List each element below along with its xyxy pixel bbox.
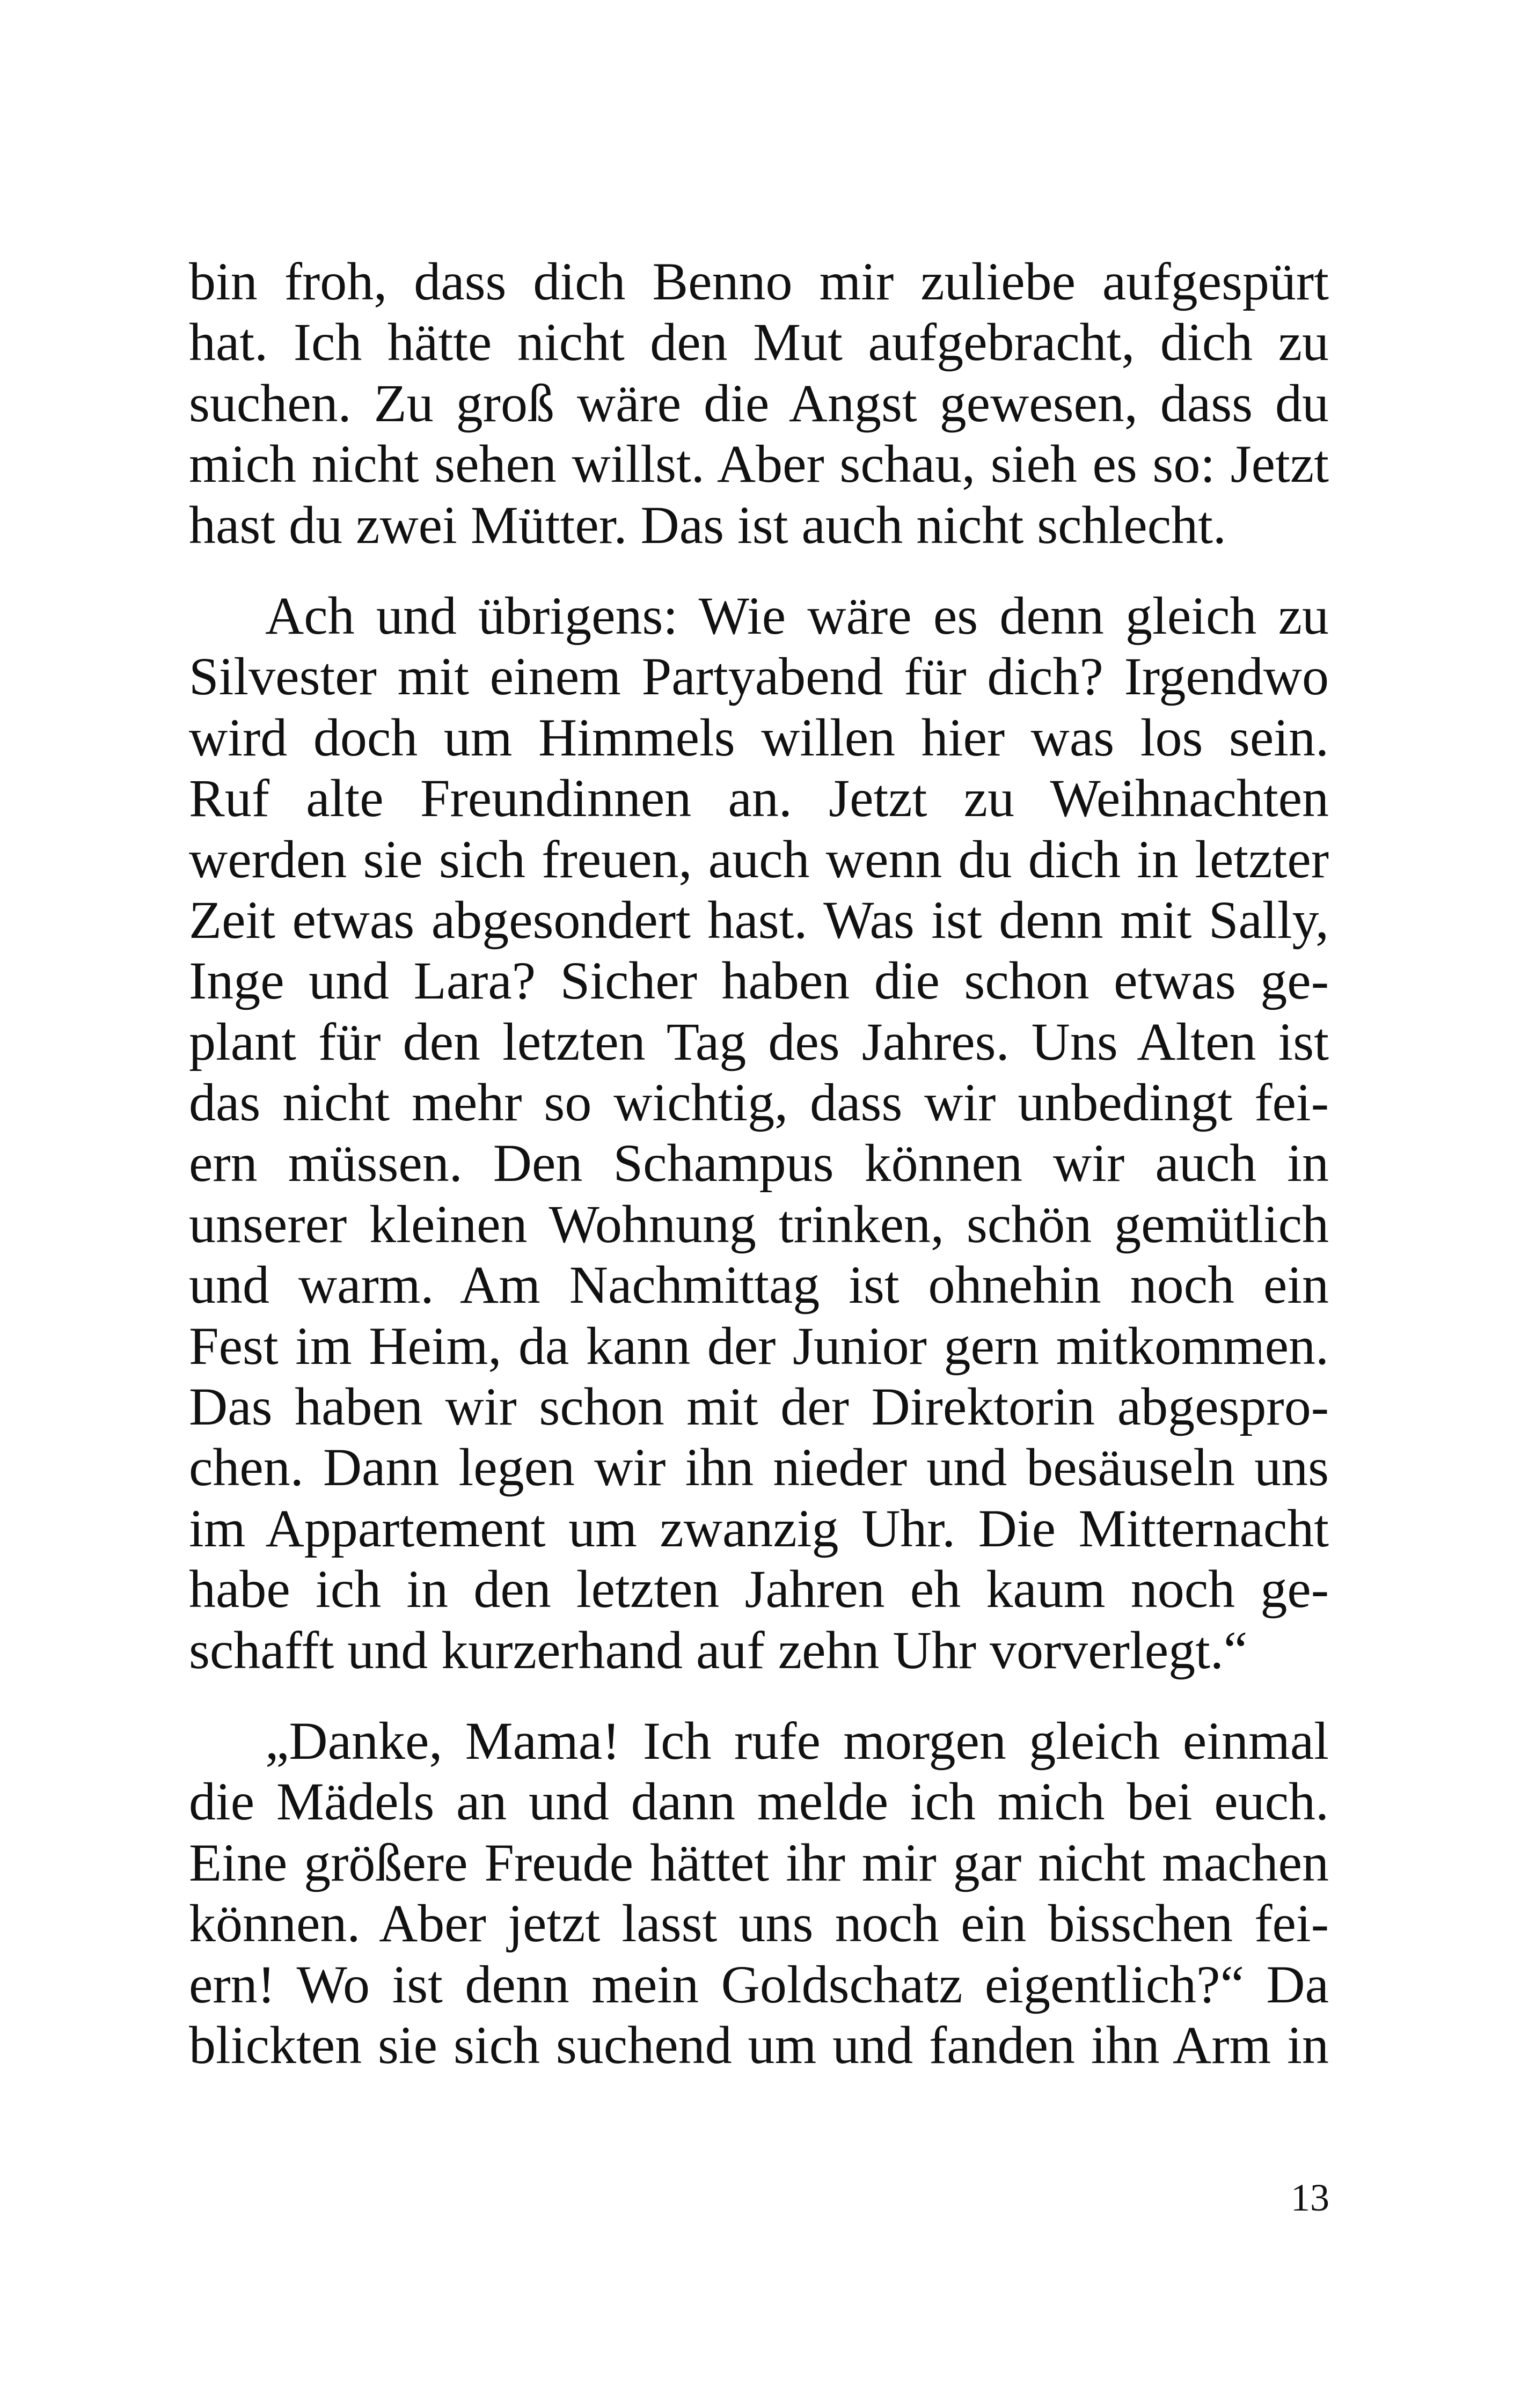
- text-line: habe ich in den letzten Jahren eh kaum noch ge-: [189, 1559, 1329, 1619]
- text-line: schafft und kurzerhand auf zehn Uhr vorverlegt.“: [189, 1620, 1248, 1680]
- paragraph-2: [189, 585, 1329, 1680]
- text-line: blickten sie sich suchend um und fanden ihn Arm in: [189, 2015, 1329, 2075]
- text-line: im Appartement um zwanzig Uhr. Die Mitternacht: [189, 1498, 1329, 1558]
- text-line: chen. Dann legen wir ihn nieder und besäuseln uns: [189, 1437, 1329, 1497]
- text-line: Ruf alte Freundinnen an. Jetzt zu Weihnachten: [189, 768, 1329, 828]
- text-line: und warm. Am Nachmittag ist ohnehin noch ein: [189, 1255, 1329, 1315]
- text-line: Zeit etwas abgesondert hast. Was ist denn mit Sally,: [189, 890, 1329, 950]
- text-line: hat. Ich hätte nicht den Mut aufgebracht, dich zu: [189, 312, 1329, 372]
- text-line: werden sie sich freuen, auch wenn du dich in letzter: [189, 829, 1329, 889]
- text-line: mich nicht sehen willst. Aber schau, sieh es so: Jetzt: [189, 434, 1329, 494]
- paragraph-1: [189, 251, 1329, 555]
- text-line: Inge und Lara? Sicher haben die schon etwas ge-: [189, 951, 1329, 1011]
- text-line: wird doch um Himmels willen hier was los sein.: [189, 707, 1329, 767]
- text-line: können. Aber jetzt lasst uns noch ein bisschen fei-: [189, 1893, 1329, 1954]
- text-line: die Mädels an und dann melde ich mich bei euch.: [189, 1772, 1329, 1832]
- text-line: Fest im Heim, da kann der Junior gern mitkommen.: [189, 1316, 1329, 1376]
- text-line: unserer kleinen Wohnung trinken, schön gemütlich: [189, 1194, 1329, 1254]
- page-body-text: [189, 251, 1329, 2105]
- text-line: „Danke, Mama! Ich rufe morgen gleich einmal: [265, 1710, 1329, 1771]
- text-line: Silvester mit einem Partyabend für dich? Irgendwo: [189, 647, 1329, 707]
- text-line: plant für den letzten Tag des Jahres. Uns Alten ist: [189, 1011, 1329, 1071]
- text-line: ern müssen. Den Schampus können wir auch in: [189, 1133, 1329, 1193]
- text-line: suchen. Zu groß wäre die Angst gewesen, dass du: [189, 373, 1329, 433]
- text-line: Das haben wir schon mit der Direktorin abgespro-: [189, 1377, 1329, 1437]
- text-line: Eine größere Freude hättet ihr mir gar nicht machen: [189, 1832, 1329, 1892]
- text-line: bin froh, dass dich Benno mir zuliebe aufgespürt: [189, 252, 1329, 311]
- text-line: ern! Wo ist denn mein Goldschatz eigentlich?“ Da: [189, 1954, 1329, 2014]
- text-line: das nicht mehr so wichtig, dass wir unbedingt fei-: [189, 1073, 1329, 1133]
- text-line: Ach und übrigens: Wie wäre es denn gleich zu: [265, 585, 1329, 645]
- text-line: hast du zwei Mütter. Das ist auch nicht schlecht.: [189, 495, 1226, 555]
- paragraph-3: [189, 1710, 1329, 2075]
- page-number: 13: [1291, 2176, 1329, 2219]
